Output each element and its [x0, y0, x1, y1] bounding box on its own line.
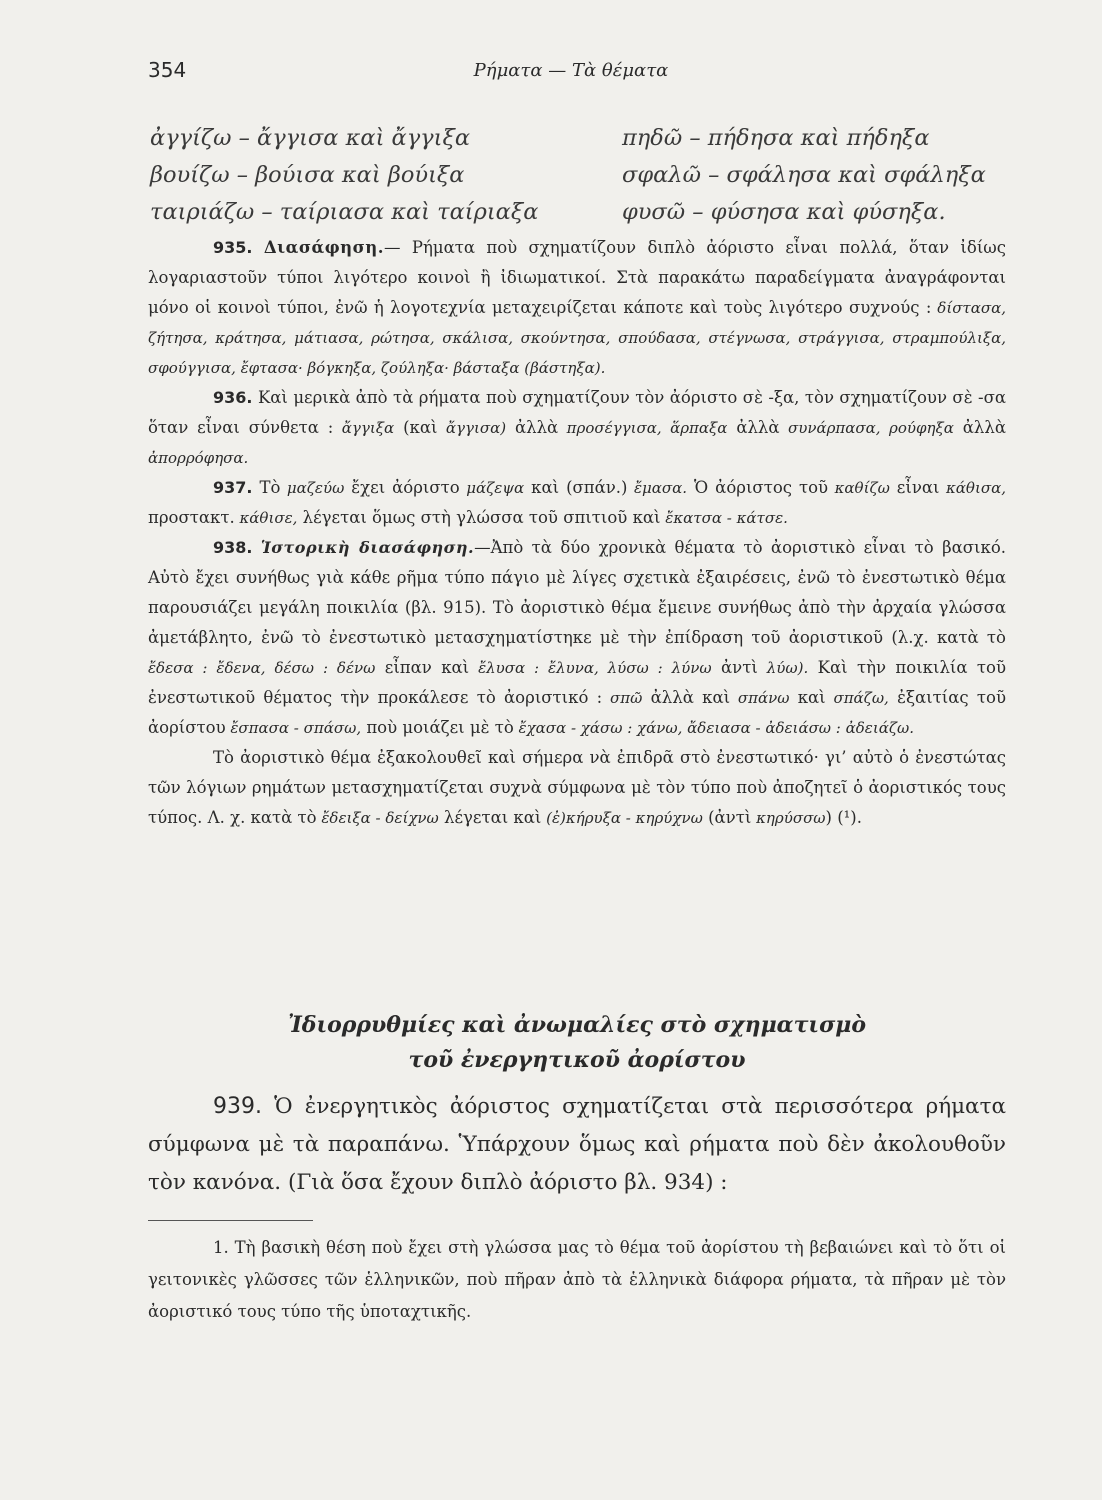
- example: ἀπορρόφησα.: [148, 449, 249, 467]
- paragraph-text: ἀλλὰ: [506, 418, 559, 437]
- paragraph-text: (καὶ: [394, 418, 438, 437]
- paragraph-number: 936.: [213, 388, 253, 407]
- example: λύω).: [757, 659, 809, 677]
- section-heading-line: τοῦ ἐνεργητικοῦ ἀορίστου: [408, 1047, 746, 1073]
- example-list: δίστασα, ζήτησα, κράτησα, μάτιασα, ρώτησα, σκάλισα, σκούντησα, σπούδασα, στέγνωσα, στράγγισα, στραμπούλιξα, σφούγγισα, ἔφτασα· βόγκηξα, ζούληξα· βάσταξα (βάστηξα).: [148, 299, 1006, 377]
- paragraph-number: 938.: [213, 538, 253, 557]
- paragraph-title: Διασάφηση.: [263, 238, 385, 257]
- paragraph-number: 939.: [213, 1094, 262, 1119]
- paragraph-text: Καὶ μερικὰ ἀπὸ τὰ ρήματα ποὺ σχηματίζουν τὸν ἀόριστο σὲ -ξα, τὸν σχηματίζουν σὲ -σα ὅταν εἶναι σύνθετα :: [148, 388, 1006, 437]
- example: καθίζω: [828, 479, 890, 497]
- paragraph-937: [148, 473, 1006, 533]
- paragraph-text: καὶ: [789, 688, 826, 707]
- verb-pair: πηδῶ – πήδησα καὶ πήδηξα: [622, 125, 930, 151]
- paragraph-935: [148, 233, 1006, 383]
- paragraph-text: —Ἀπὸ τὰ δύο χρονικὰ θέματα τὸ ἀοριστικὸ εἶναι τὸ βασικό. Αὐτὸ ἔχει συνήθως γιὰ κάθε ρῆμα τύπο πάγιο μὲ λίγες σχετικὰ ἐξαιρέσεις, ἐνῶ τὸ ἐνεστωτικὸ θέμα παρουσιάζει μεγάλη ποικιλία (βλ. 915). Τὸ ἀοριστικὸ θέμα ἔμεινε συνήθως ἀπὸ τὴν ἀρχαία γλώσσα ἀμετάβλητο, ἐνῶ τὸ ἐνεστωτικὸ μετασχηματίστηκε μὲ τὴν ἐπίδραση τοῦ ἀοριστικοῦ (λ.χ. κατὰ τὸ: [148, 538, 1007, 647]
- page-number: 354: [148, 58, 187, 82]
- paragraph-number: 937.: [213, 478, 253, 497]
- paragraph-text: Ὁ ἀόριστος τοῦ: [687, 478, 829, 497]
- example: (ἐ)κήρυξα - κηρύχνω: [541, 809, 703, 827]
- section-heading: [148, 1008, 1006, 1078]
- paragraph-text: λέγεται καὶ: [438, 808, 542, 827]
- verb-pairs-right: [622, 120, 986, 231]
- example: κάθισα,: [939, 479, 1006, 497]
- verb-pair: φυσῶ – φύσησα καὶ φύσηξα.: [622, 199, 946, 225]
- paragraph-title: Ἱστορικὴ διασάφηση.: [260, 538, 475, 557]
- paragraph-text: ἀλλὰ: [727, 418, 780, 437]
- paragraph-text: ἀλλὰ: [953, 418, 1006, 437]
- example: κηρύσσω: [751, 809, 826, 827]
- example: ἔσπασα - σπάσω,: [225, 719, 362, 737]
- paragraph-text: Καὶ τὴν ποικιλία τοῦ ἐνεστωτικοῦ θέματος τὴν προκάλεσε τὸ ἀοριστικό :: [148, 658, 1007, 707]
- paragraph-text: ἐξαιτίας τοῦ ἀορίστου: [148, 688, 1006, 737]
- example: ἔμασα.: [627, 479, 688, 497]
- example: προσέγγισα, ἅρπαξα: [558, 419, 728, 437]
- paragraph-text: Τὸ: [252, 478, 281, 497]
- footnote: 1. Τὴ βασικὴ θέση ποὺ ἔχει στὴ γλώσσα μας τὸ θέμα τοῦ ἀορίστου τὴ βεβαιώνει καὶ τὸ ὅτι οἱ γειτονικὲς γλῶσσες τῶν ἑλληνικῶν, ποὺ πῆραν ἀπὸ τὰ ἑλληνικὰ διάφορα ρήματα, τὰ πῆραν μὲ τὸν ἀοριστικό τους τύπο τῆς ὑποταχτικῆς.: [148, 1238, 1006, 1321]
- example: ἔδειξα - δείχνω: [316, 809, 439, 827]
- example: μαζεύω: [280, 479, 345, 497]
- verb-pairs: [150, 120, 986, 225]
- paragraph-939: [148, 1088, 1006, 1202]
- section-heading-line: Ἰδιορρυθμίες καὶ ἀνωμαλίες στὸ σχηματισμὸ: [287, 1012, 867, 1038]
- example: σπάνω: [730, 689, 790, 707]
- paragraph-text: ) (¹).: [825, 808, 862, 827]
- example: ἔλυσα : ἔλυνα, λύσω : λύνω: [469, 659, 712, 677]
- paragraph-text: εἶναι: [889, 478, 940, 497]
- paragraph-text: Τὸ ἀοριστικὸ θέμα ἐξακολουθεῖ καὶ σήμερα νὰ ἐπιδρᾶ στὸ ἐνεστωτικό· γι’ αὐτὸ ὁ ἐνεστώτας τῶν λόγιων ρημάτων μετασχηματίζεται συχνὰ σύμφωνα μὲ τὸν τύπο ποὺ ἀποζητεῖ ὁ ἀοριστικός τους τύπος. Λ. χ. κατὰ τὸ: [148, 748, 1006, 827]
- paragraph-936: [148, 383, 1006, 473]
- paragraph-number: 935.: [213, 238, 253, 257]
- paragraph-text: ἀλλὰ καὶ: [642, 688, 731, 707]
- paragraph-938-continued: [148, 743, 1006, 833]
- example: κάθισε,: [234, 509, 298, 527]
- paragraph-text: ἔχει ἀόριστο: [344, 478, 460, 497]
- running-title: Ρήματα — Τὰ θέματα: [473, 60, 669, 81]
- verb-pair: σφαλῶ – σφάλησα καὶ σφάληξα: [622, 162, 986, 188]
- paragraph-text: προστακτ.: [148, 508, 235, 527]
- paragraph-text: Ὁ ἐνεργητικὸς ἀόριστος σχηματίζεται στὰ περισσότερα ρήματα σύμφωνα μὲ τὰ παραπάνω. Ὑπάρχουν ὅμως καὶ ρήματα ποὺ δὲν ἀκολουθοῦν τὸν κανόνα. (Γιὰ ὅσα ἔχουν διπλὸ ἀόριστο βλ. 934) :: [148, 1094, 1006, 1195]
- example: ἔκατσα - κάτσε.: [660, 509, 788, 527]
- paragraph-text: (ἀντὶ: [702, 808, 752, 827]
- example: ἔχασα - χάσω : χάνω, ἄδειασα - ἀδειάσω : ἀδειάζω.: [513, 719, 914, 737]
- verb-pairs-left: [150, 120, 538, 231]
- verb-pair: ταιριάζω – ταίριασα καὶ ταίριαξα: [150, 199, 539, 225]
- example: ἔδεσα : ἔδενα, δέσω : δένω: [148, 659, 376, 677]
- example: συνάρπασα, ρούφηξα: [779, 419, 954, 437]
- example: σπῶ: [602, 689, 643, 707]
- example: μάζεψα: [459, 479, 525, 497]
- paragraph-938: [148, 533, 1006, 743]
- example: ἄγγισα): [437, 419, 507, 437]
- verb-pair: ἀγγίζω – ἄγγισα καὶ ἄγγιξα: [150, 125, 471, 151]
- main-text: [148, 233, 1006, 833]
- paragraph-text: καὶ (σπάν.): [524, 478, 628, 497]
- paragraph-text: — Ρήματα ποὺ σχηματίζουν διπλὸ ἀόριστο εἶναι πολλά, ὅταν ἰδίως λογαριαστοῦν τύποι λιγότερο κοινοὶ ἢ ἰδιωματικοί. Στὰ παρακάτω παραδείγματα ἀναγράφονται μόνο οἱ κοινοὶ τύποι, ἐνῶ ἡ λογοτεχνία μεταχειρίζεται κάποτε καὶ τοὺς λιγότερο συχνούς :: [148, 238, 1006, 317]
- example: σπάζω,: [825, 689, 889, 707]
- paragraph-text: εἶπαν καὶ: [375, 658, 470, 677]
- verb-pair: βουίζω – βούισα καὶ βούιξα: [150, 162, 465, 188]
- example: ἄγγιξα: [333, 419, 395, 437]
- paragraph-text: ποὺ μοιάζει μὲ τὸ: [361, 718, 514, 737]
- paragraph-text: λέγεται ὅμως στὴ γλώσσα τοῦ σπιτιοῦ καὶ: [297, 508, 661, 527]
- footnote-rule: [148, 1220, 313, 1221]
- paragraph-text: ἀντὶ: [711, 658, 758, 677]
